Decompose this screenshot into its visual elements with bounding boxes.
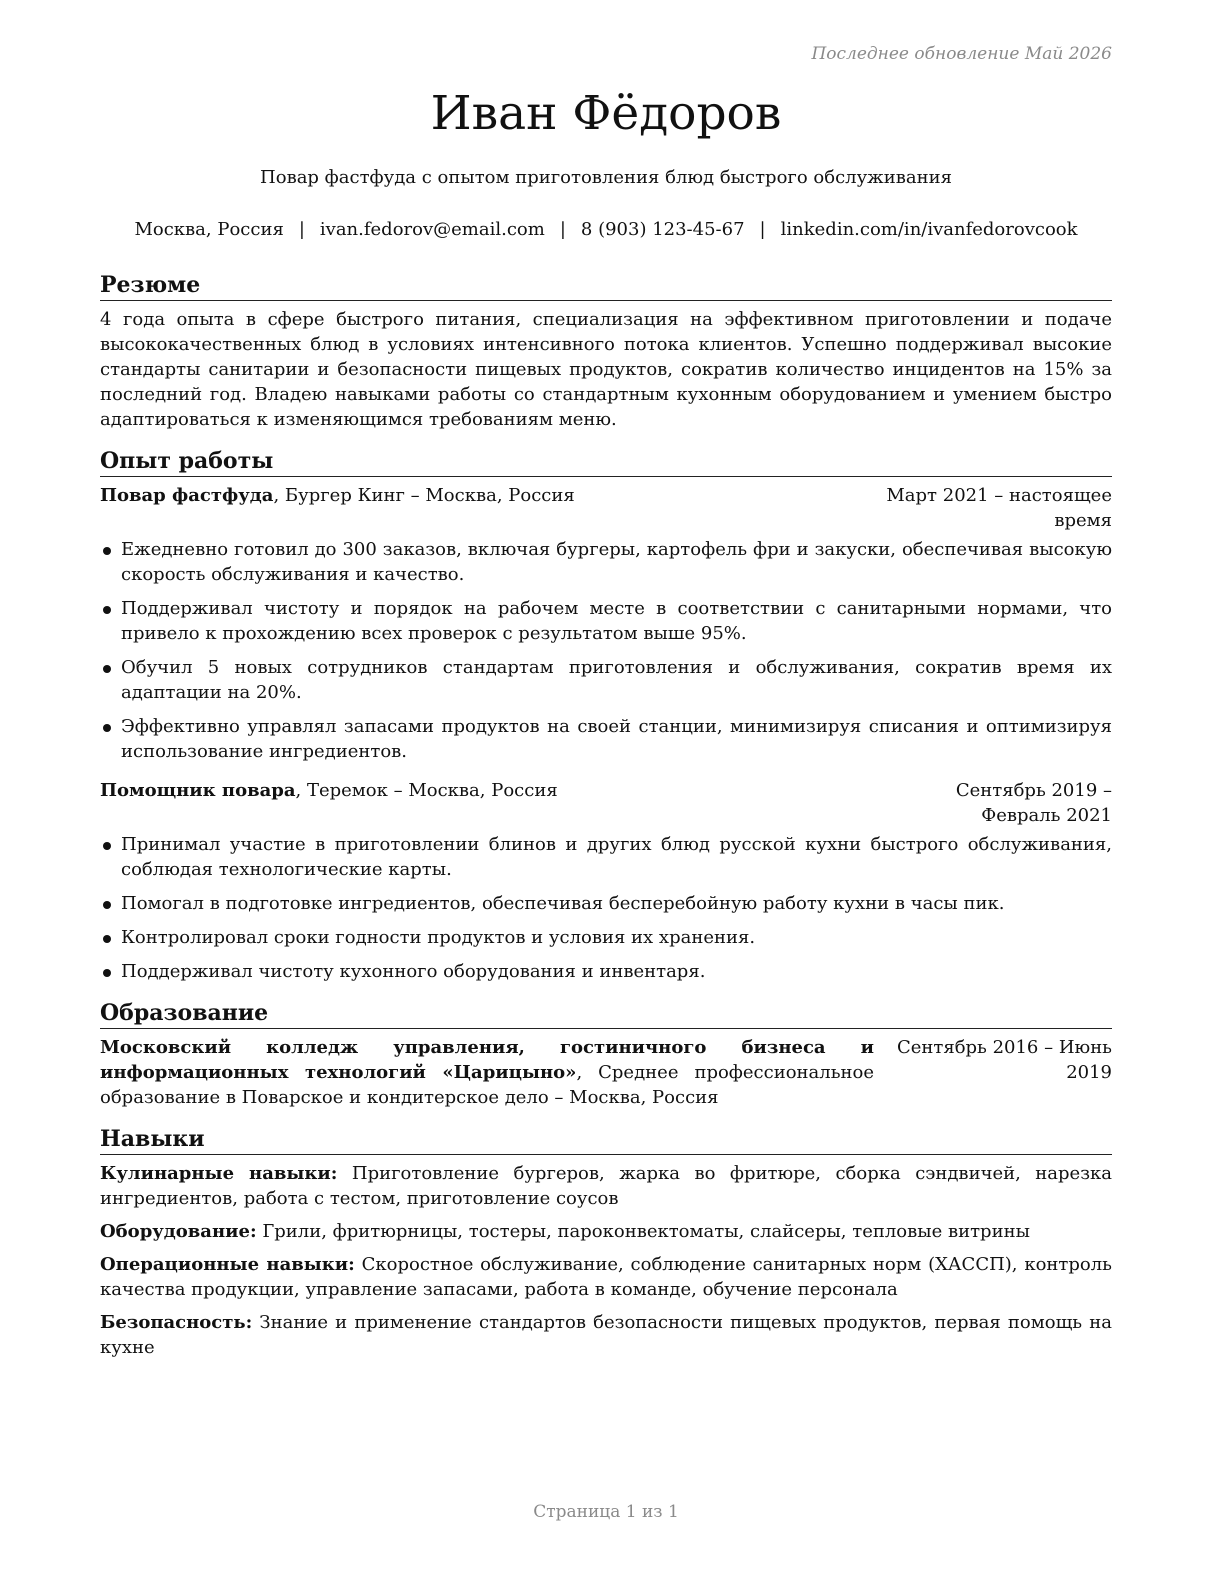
candidate-name: Иван Фёдоров <box>430 86 782 141</box>
separator: | <box>298 219 305 240</box>
job-position: Повар фастфуда <box>100 485 274 506</box>
bullet-text: Контролировал сроки годности продуктов и условия их хранения. <box>121 927 756 948</box>
job-employer: , Теремок – Москва, Россия <box>295 780 558 801</box>
skill-row <box>100 1310 1112 1360</box>
resume-page <box>100 0 1112 1584</box>
last-updated: Последнее обновление Май 2026 <box>811 44 1112 64</box>
skill-row <box>100 1161 1112 1211</box>
skill-row <box>100 1252 1112 1302</box>
skill-label: Кулинарные навыки: <box>100 1163 338 1184</box>
bullet-text: Поддерживал чистоту и порядок на рабочем месте в соответствии с санитарными нормами, что привело к прохождению всех проверок с результатом выше 95%. <box>121 598 1112 644</box>
job-entry <box>100 778 1112 984</box>
bullet-icon <box>103 935 111 943</box>
separator: | <box>759 219 766 240</box>
job-position: Помощник повара <box>100 780 296 801</box>
institution-name: Московский колледж управления, гостиничного бизнеса и информационных технологий «Царицыно» <box>100 1037 874 1083</box>
bullet-text: Поддерживал чистоту кухонного оборудования и инвентаря. <box>121 961 706 982</box>
section-title-experience: Опыт работы <box>100 446 1112 477</box>
job-employer: , Бургер Кинг – Москва, Россия <box>273 485 575 506</box>
section-title-education: Образование <box>100 998 1112 1029</box>
summary-section <box>100 270 1112 432</box>
summary-text: 4 года опыта в сфере быстрого питания, специализация на эффективном приготовлении и подаче высококачественных блюд в условиях интенсивного потока клиентов. Успешно поддерживал высокие стандарты санитарии и безопасности пищевых продуктов, сократив количество инцидентов на 15% за последний год. Владею навыками работы со стандартным кухонным оборудованием и умением быстро адаптироваться к изменяющимся требованиям меню. <box>100 309 1112 430</box>
experience-section <box>100 446 1112 984</box>
bullet-icon <box>103 842 111 850</box>
list-item <box>100 537 1112 587</box>
section-title-summary: Резюме <box>100 270 1112 301</box>
bullet-icon <box>103 665 111 673</box>
bullet-icon <box>103 606 111 614</box>
education-entry <box>100 1035 1112 1110</box>
skill-label: Операционные навыки: <box>100 1254 355 1275</box>
education-dates: Сентябрь 2016 – Июнь 2019 <box>896 1037 1112 1083</box>
skill-text: Скоростное обслуживание, соблюдение санитарных норм (ХАССП), контроль качества продукции, управление запасами, работа в команде, обучение персонала <box>100 1254 1112 1300</box>
skill-text: Грили, фритюрницы, тостеры, пароконвектоматы, слайсеры, тепловые витрины <box>256 1221 1030 1242</box>
resume-content <box>100 270 1112 1374</box>
bullet-text: Ежедневно готовил до 300 заказов, включая бургеры, картофель фри и закуски, обеспечивая высокую скорость обслуживания и качество. <box>121 539 1112 585</box>
list-item <box>100 959 1112 984</box>
skill-row <box>100 1219 1112 1244</box>
job-dates: Март 2021 – настоящее время <box>886 485 1112 531</box>
list-item <box>100 655 1112 705</box>
job-header <box>100 778 1112 828</box>
skill-text: Знание и применение стандартов безопасности пищевых продуктов, первая помощь на кухне <box>100 1312 1112 1358</box>
bullet-text: Помогал в подготовке ингредиентов, обеспечивая бесперебойную работу кухни в часы пик. <box>121 893 1005 914</box>
job-bullets <box>100 832 1112 984</box>
skills-section <box>100 1124 1112 1360</box>
job-header <box>100 483 1112 533</box>
list-item <box>100 891 1112 916</box>
job-entry <box>100 483 1112 764</box>
bullet-icon <box>103 901 111 909</box>
job-bullets <box>100 537 1112 764</box>
separator: | <box>559 219 566 240</box>
bullet-text: Эффективно управлял запасами продуктов на своей станции, минимизируя списания и оптимизируя использование ингредиентов. <box>121 716 1112 762</box>
email-link[interactable]: ivan.fedorov@email.com <box>319 219 545 240</box>
location: Москва, Россия <box>134 219 284 240</box>
bullet-icon <box>103 724 111 732</box>
skill-text: Приготовление бургеров, жарка во фритюре, сборка сэндвичей, нарезка ингредиентов, работа с тестом, приготовление соусов <box>100 1163 1112 1209</box>
bullet-icon <box>103 547 111 555</box>
list-item <box>100 832 1112 882</box>
list-item <box>100 925 1112 950</box>
section-title-skills: Навыки <box>100 1124 1112 1155</box>
page-number: Страница 1 из 1 <box>533 1502 679 1522</box>
education-details: , Среднее профессиональное образование в Поварское и кондитерское дело – Москва, Россия <box>100 1062 874 1108</box>
contact-line <box>100 219 1112 240</box>
bullet-text: Принимал участие в приготовлении блинов и других блюд русской кухни быстрого обслуживания, соблюдая технологические карты. <box>121 834 1112 880</box>
linkedin-link[interactable]: linkedin.com/in/ivanfedorovcook <box>780 219 1078 240</box>
bullet-icon <box>103 969 111 977</box>
tagline: Повар фастфуда с опытом приготовления блюд быстрого обслуживания <box>260 167 952 188</box>
bullet-text: Обучил 5 новых сотрудников стандартам приготовления и обслуживания, сократив время их адаптации на 20%. <box>121 657 1112 703</box>
skill-label: Безопасность: <box>100 1312 253 1333</box>
job-dates: Сентябрь 2019 – Февраль 2021 <box>955 780 1112 826</box>
list-item <box>100 714 1112 764</box>
list-item <box>100 596 1112 646</box>
phone: 8 (903) 123-45-67 <box>580 219 745 240</box>
education-section <box>100 998 1112 1110</box>
skill-label: Оборудование: <box>100 1221 257 1242</box>
